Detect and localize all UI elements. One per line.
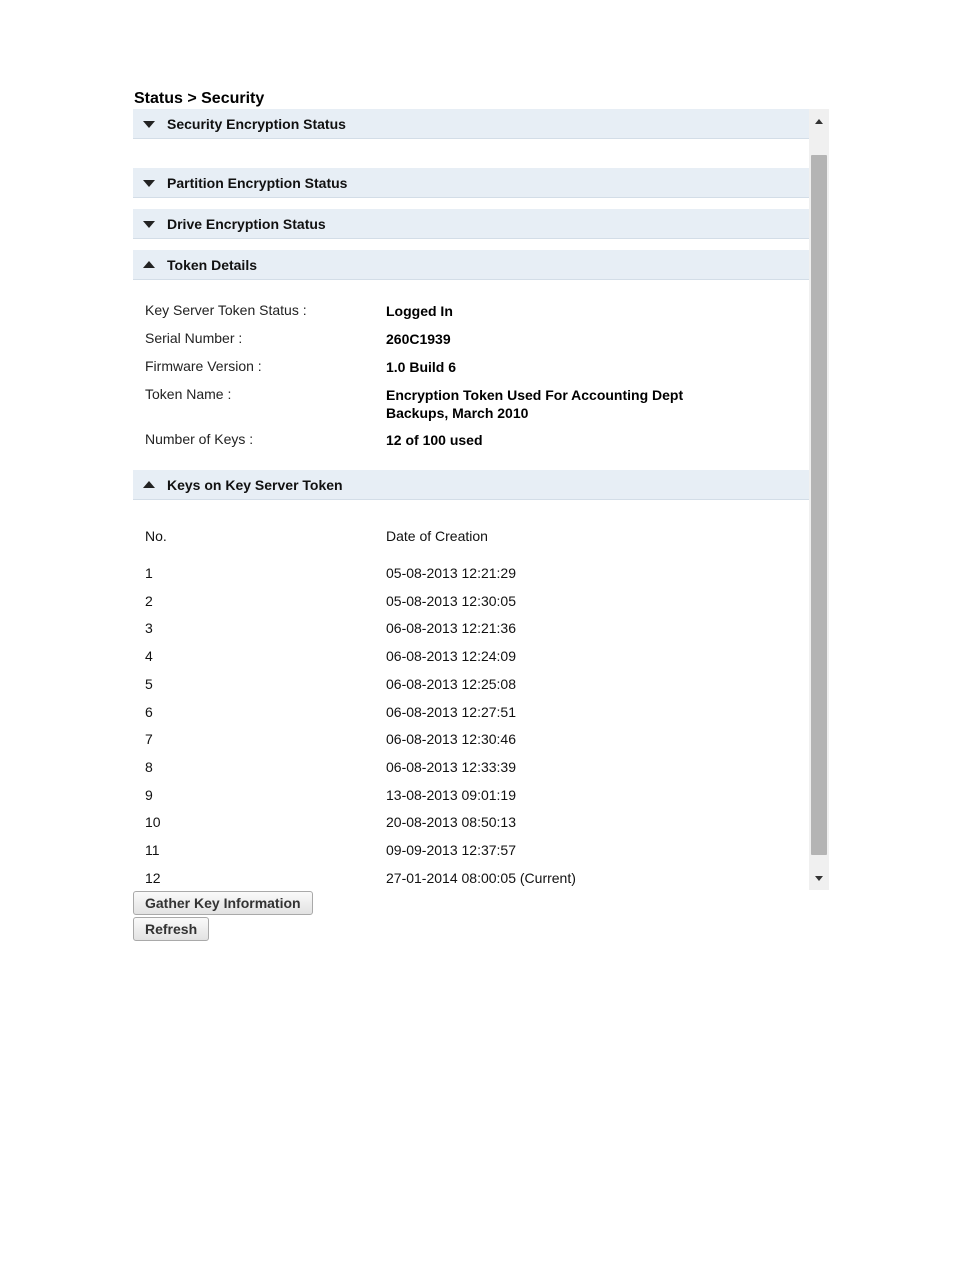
status-panel <box>133 109 809 890</box>
key-number: 6 <box>145 704 153 720</box>
key-date: 05-08-2013 12:21:29 <box>386 565 516 581</box>
field-label: Key Server Token Status : <box>145 302 307 318</box>
field-label: Firmware Version : <box>145 358 262 374</box>
key-date: 09-09-2013 12:37:57 <box>386 842 516 858</box>
key-number: 5 <box>145 676 153 692</box>
key-number: 3 <box>145 620 153 636</box>
scroll-up-arrow-icon[interactable] <box>809 112 829 130</box>
section-header-token-details[interactable] <box>133 250 809 280</box>
field-label: Token Name : <box>145 386 232 402</box>
section-header-keys-on-token[interactable] <box>133 470 809 500</box>
section-title: Security Encryption Status <box>167 115 346 132</box>
key-number: 2 <box>145 593 153 609</box>
key-number: 1 <box>145 565 153 581</box>
key-number: 7 <box>145 731 153 747</box>
gather-key-information-button[interactable]: Gather Key Information <box>133 891 313 915</box>
key-date: 06-08-2013 12:21:36 <box>386 620 516 636</box>
key-date: 06-08-2013 12:24:09 <box>386 648 516 664</box>
triangle-down-icon <box>143 120 163 128</box>
section-title: Partition Encryption Status <box>167 174 348 191</box>
breadcrumb: Status > Security <box>134 90 265 107</box>
column-header-date: Date of Creation <box>386 528 488 544</box>
triangle-down-icon <box>143 179 163 187</box>
key-number: 12 <box>145 870 161 886</box>
key-date: 06-08-2013 12:27:51 <box>386 704 516 720</box>
triangle-down-icon <box>143 220 163 228</box>
column-header-no: No. <box>145 528 167 544</box>
section-title: Token Details <box>167 256 257 273</box>
key-date: 27-01-2014 08:00:05 (Current) <box>386 870 576 886</box>
key-date: 06-08-2013 12:25:08 <box>386 676 516 692</box>
triangle-up-icon <box>143 481 163 489</box>
key-date: 20-08-2013 08:50:13 <box>386 814 516 830</box>
scroll-down-arrow-icon[interactable] <box>809 869 829 887</box>
vertical-scrollbar[interactable] <box>809 109 829 890</box>
scrollbar-thumb[interactable] <box>811 155 827 855</box>
section-header-partition-encryption[interactable] <box>133 168 809 198</box>
key-number: 10 <box>145 814 161 830</box>
key-number: 11 <box>145 842 160 858</box>
key-date: 06-08-2013 12:30:46 <box>386 731 516 747</box>
field-label: Serial Number : <box>145 330 243 346</box>
key-number: 4 <box>145 648 153 664</box>
field-value: 12 of 100 used <box>386 432 483 448</box>
key-date: 13-08-2013 09:01:19 <box>386 787 516 803</box>
field-value: 1.0 Build 6 <box>386 359 457 375</box>
section-title: Drive Encryption Status <box>167 215 326 232</box>
key-number: 9 <box>145 787 153 803</box>
field-value: Encryption Token Used For Accounting Dept Backups, March 2010 <box>386 387 684 421</box>
section-header-security-encryption[interactable] <box>133 109 809 139</box>
key-date: 06-08-2013 12:33:39 <box>386 759 516 775</box>
section-title: Keys on Key Server Token <box>167 476 343 493</box>
field-label: Number of Keys : <box>145 431 254 447</box>
key-number: 8 <box>145 759 153 775</box>
field-value: Logged In <box>386 303 453 319</box>
key-date: 05-08-2013 12:30:05 <box>386 593 516 609</box>
refresh-button[interactable]: Refresh <box>133 917 209 941</box>
triangle-up-icon <box>143 261 163 269</box>
section-header-drive-encryption[interactable] <box>133 209 809 239</box>
field-value: 260C1939 <box>386 331 451 347</box>
